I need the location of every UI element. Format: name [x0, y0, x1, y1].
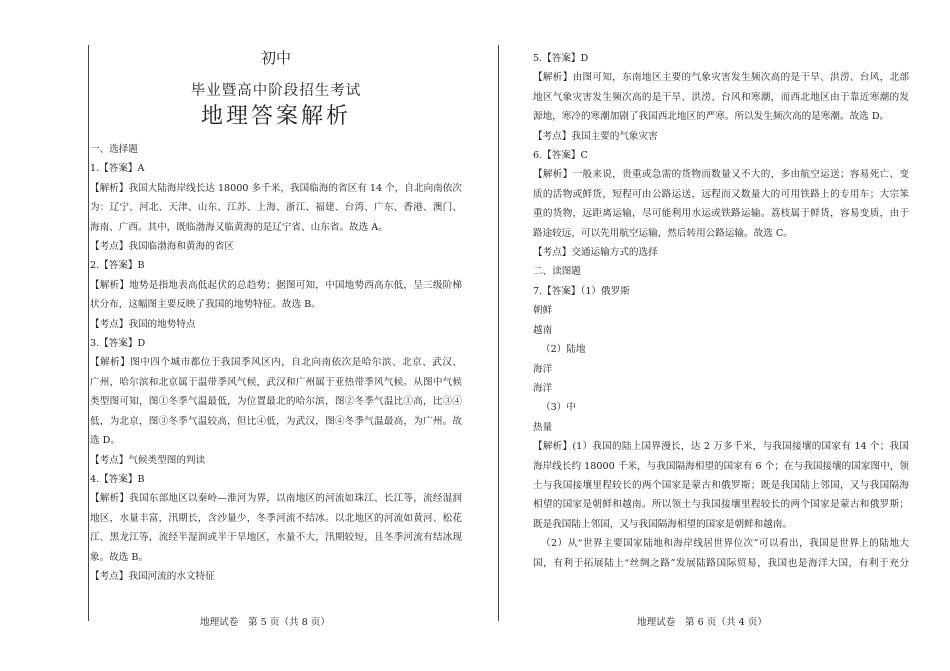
- text-line: 【解析】由图可知，东南地区主要的气象灾害发生频次高的是干旱、洪涝、台风，北部: [533, 72, 909, 84]
- left-answer-text: [90, 140, 462, 586]
- text-line: 【解析】一般来说，贵重或急需的货物而数量又不大的，多由航空运送；容易死亡、变: [533, 169, 909, 181]
- text-line: （2）从“世界主要国家陆地和海岸线居世界位次”可以看出，我国是世界上的陆地大: [541, 538, 909, 550]
- page-title: 地理答案解析: [200, 104, 351, 129]
- text-line: 国，有利于拓展陆上“丝绸之路”发展陆路国际贸易，我国也是海洋大国，有利于充分: [533, 557, 909, 569]
- text-line: 【考点】气候类型图的判读: [90, 454, 206, 466]
- text-line: 6.【答案】C: [533, 150, 588, 162]
- right-page: [533, 44, 909, 604]
- text-line: 【解析】我国大陆海岸线长达 18000 多千米，我国临海的省区有 14 个，自北向南依次: [90, 182, 462, 194]
- text-line: 【考点】我国的地势特点: [90, 318, 196, 330]
- text-line: 象。故选 B。: [90, 551, 149, 563]
- text-line: 状分布，这幅图主要反映了我国的地势特征。故选 B。: [90, 299, 321, 311]
- text-line: 质的活物或鲜货，短程可由公路运送，远程而又数量大的可用铁路上的专用车；大宗笨: [533, 188, 909, 200]
- text-line: 选 D。: [90, 435, 120, 447]
- text-line: （3）中: [541, 402, 576, 414]
- text-line: 越南: [533, 324, 553, 336]
- text-line: 低，为北京，图③冬季气温较高，但比④低，为武汉，图④冬季气温最高，为广州。故: [90, 415, 462, 427]
- right-answer-text: [533, 49, 909, 573]
- text-line: 为：辽宁、河北、天津、山东、江苏、上海、浙江、福建、台湾、广东、香港、澳门、: [90, 202, 462, 214]
- text-line: 海洋: [533, 382, 553, 394]
- text-line: 【考点】我国主要的气象灾害: [533, 130, 658, 142]
- text-line: 2.【答案】B: [90, 260, 145, 272]
- text-line: 江、黑龙江等，流经半湿润或半干旱地区，水量不大，汛期较短，且冬季河流有结冰现: [90, 532, 462, 544]
- text-line: 【解析】图中四个城市都位于我国季风区内，自北向南依次是哈尔滨、北京、武汉、: [90, 357, 462, 369]
- text-line: 海洋: [533, 363, 553, 375]
- text-line: 3.【答案】D: [90, 338, 146, 350]
- divider-center: [498, 45, 499, 621]
- text-line: 海岸线长约 18000 千米，与我国隔海相望的国家有 6 个；在与我国接壤的国家图中，领: [533, 460, 909, 472]
- text-line: 相望的国家是朝鲜和越南。所以领土与我国接壤里程较长的两个国家是蒙古和俄罗斯；: [533, 499, 909, 511]
- divider-left: [88, 45, 89, 621]
- text-line: 广州，哈尔滨和北京属于温带季风气候，武汉和广州属于亚热带季风气候。从图中气候: [90, 376, 462, 388]
- text-line: 地区，水量丰富，汛期长，含沙量少，冬季河流不结冰。以北地区的河流如黄河、松花: [90, 512, 462, 524]
- text-line: 7.【答案】（1）俄罗斯: [533, 285, 630, 297]
- text-line: 【解析】我国东部地区以秦岭—淮河为界，以南地区的河流如珠江、长江等，流经湿润: [90, 493, 462, 505]
- text-line: 5.【答案】D: [533, 53, 589, 64]
- text-line: 重的货物，远距离运输，尽可能利用水运或铁路运输。荔枝属于鲜货，容易变质，由于: [533, 208, 909, 220]
- text-line: 【考点】我国临渤海和黄海的省区: [90, 241, 234, 253]
- text-line: 【考点】我国河流的水文特征: [90, 570, 215, 582]
- left-page: [90, 44, 462, 604]
- text-line: 热量: [533, 421, 553, 433]
- right-page-footer: 地理试卷 第 6 页（共 4 页）: [637, 617, 767, 628]
- text-line: 朝鲜: [533, 305, 553, 317]
- text-line: 【解析】地势是指地表高低起伏的总趋势；据图可知，中国地势西高东低，呈三级阶梯: [90, 279, 462, 291]
- text-line: 路途较远，可以先用航空运输，然后转用公路运输。故选 C。: [533, 227, 793, 239]
- exam-name: 毕业暨高中阶段招生考试: [190, 83, 362, 99]
- text-line: 【考点】交通运输方式的选择: [533, 247, 658, 259]
- text-line: 既是我国陆上邻国，又与我国隔海相望的国家是朝鲜和越南。: [533, 518, 793, 530]
- left-page-footer: 地理试卷 第 5 页（共 8 页）: [200, 617, 330, 628]
- text-line: 1.【答案】A: [90, 163, 145, 175]
- text-line: 土与我国接壤里程较长的两个国家是蒙古和俄罗斯；既是我国陆上邻国，又与我国隔海: [533, 479, 909, 491]
- exam-level: 初中: [260, 49, 291, 67]
- text-line: 【解析】(1）我国的陆上国界漫长，达 2 万多千米，与我国接壤的国家有 14 个；我国: [533, 441, 909, 453]
- text-line: （2）陆地: [541, 344, 586, 356]
- text-line: 二、读图题: [533, 266, 581, 278]
- text-line: 地区气象灾害发生频次高的是干旱、洪涝、台风和寒潮，而西北地区由于靠近寒潮的发: [533, 91, 909, 103]
- text-line: 海南、广西。其中，既临渤海又临黄海的是辽宁省、山东省。故选 A。: [90, 221, 388, 233]
- text-line: 源地，寒冷的寒潮加剧了我国西北地区的严寒。所以发生频次高的是寒潮。故选 D。: [533, 111, 890, 123]
- text-line: 类型图可知，图①冬季气温最低，为位置最北的哈尔滨，图②冬季气温比①高，比③④: [90, 396, 462, 408]
- text-line: 一、选择题: [90, 144, 138, 155]
- text-line: 4.【答案】B: [90, 473, 145, 485]
